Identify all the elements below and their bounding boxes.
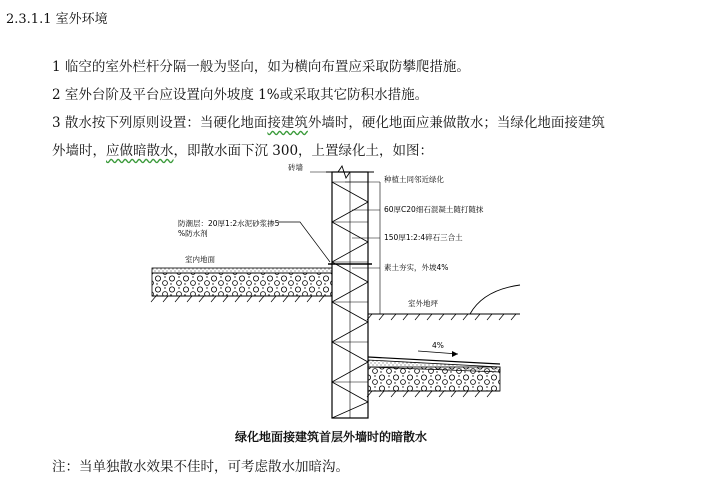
label-compacted-soil: 素土夯实，外坡4% — [384, 263, 449, 272]
label-gravel-layer: 150厚1:2:4碎石三合土 — [384, 233, 463, 242]
paragraph-2: 2 室外台阶及平台应设置向外坡度 1%或采取其它防积水措施。 — [52, 87, 429, 103]
hidden-apron — [367, 351, 500, 397]
section-heading: 2.3.1.1 室外环境 — [6, 12, 108, 27]
label-slope: 4% — [432, 341, 444, 350]
label-indoor-ground: 室内地面 — [185, 255, 215, 264]
label-moisture-layer-2: %防水剂 — [178, 229, 208, 238]
spellcheck-underlined-text: 应做暗散水 — [106, 143, 174, 159]
paragraph-1: 1 临空的室外栏杆分隔一般为竖向，如为横向布置应采取防攀爬措施。 — [52, 59, 470, 75]
label-outdoor-ground: 室外地坪 — [408, 299, 438, 308]
note: 注：当单独散水效果不佳时，可考虑散水加暗沟。 — [52, 459, 349, 475]
figure-caption: 绿化地面接建筑首层外墙时的暗散水 — [235, 430, 428, 444]
paragraph-3-text-a: 3 散水按下列原则设置：当硬化地面 — [52, 115, 268, 131]
brick-wall — [326, 166, 374, 418]
exterior-ground — [367, 182, 520, 320]
label-wall: 砖墙 — [288, 163, 303, 172]
paragraph-3-text-d: ，即散水面下沉 300，上置绿化土，如图： — [173, 143, 434, 159]
paragraph-3-text-b: 外墙时，硬化地面应兼做散水；当绿化地面接建筑 — [307, 115, 605, 131]
label-concrete-layer: 60厚C20细石混凝土随打随抹 — [384, 205, 484, 214]
moisture-layer — [278, 222, 372, 264]
label-moisture-layer: 防潮层：20厚1:2水泥砂浆掺5 — [178, 219, 280, 228]
spellcheck-underlined-text: 接建筑 — [267, 115, 308, 131]
label-planting-soil: 种植土同邻近绿化 — [384, 175, 444, 184]
interior-floor — [151, 268, 332, 302]
paragraph-3-text-c: 外墙时， — [52, 143, 106, 159]
leader-lines — [310, 172, 380, 268]
